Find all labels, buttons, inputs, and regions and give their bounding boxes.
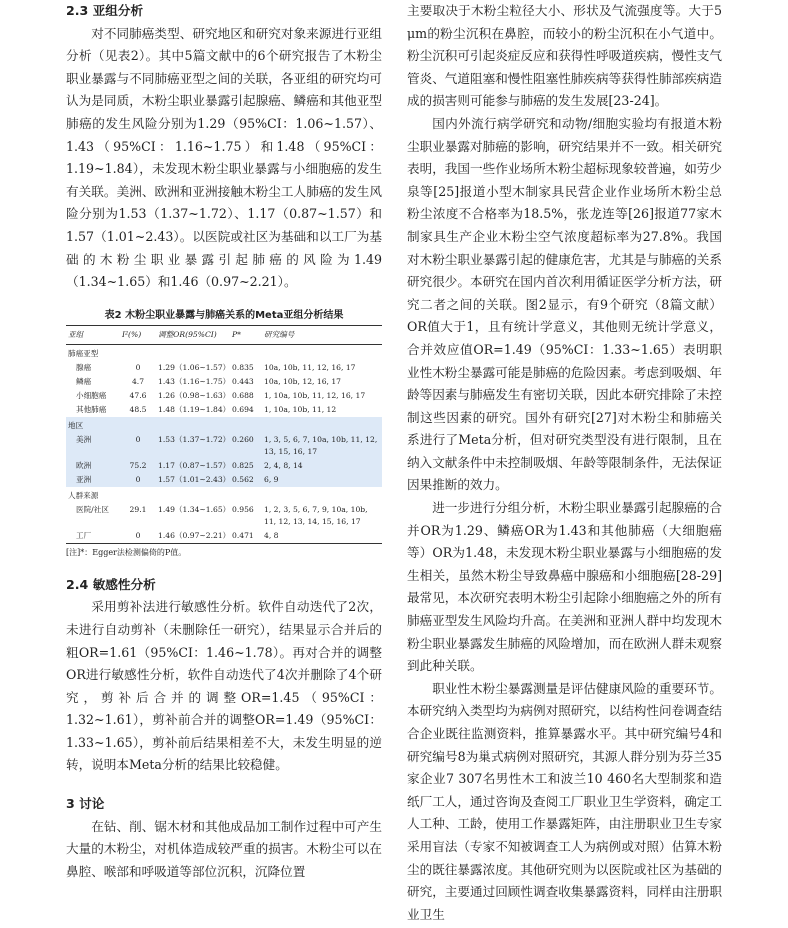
col-header: I²(%)	[120, 325, 156, 344]
paragraph: 对不同肺癌类型、研究地区和研究对象来源进行亚组分析（见表2）。其中5篇文献中的6个研究报告了木粉尘职业暴露与不同肺癌亚型之间的关联，各亚组的研究均可认为是同质，木粉尘职业暴露引起腺癌、鳞癌和其他亚型肺癌的发生风险分别为1.29（95%CI：1.06~1.57）、1.43（95%CI：1.16~1.75）和1.48（95%CI：1.19~1.84），未发现木粉尘职业暴露与小细胞癌的发生有关联。美洲、欧洲和亚洲接触木粉尘工人肺癌的发生风险分别为1.53（1.37~1.72）、1.17（0.87~1.57）和1.57（1.01~2.43）。以医院或社区为基础和以工厂为基础的木粉尘职业暴露引起肺癌的风险为1.49（1.34~1.65）和1.46（0.97~2.21）。	[66, 25, 382, 290]
table-cell: 47.6	[129, 390, 147, 400]
left-column	[66, 0, 382, 883]
table-cell: 1.43（1.16~1.75）	[158, 376, 231, 386]
table-cell: 6, 9	[262, 473, 382, 487]
table-cell: 1, 2, 3, 5, 6, 7, 9, 10a, 10b, 11, 12, 13, 14, 15, 16, 17	[264, 504, 368, 526]
table-cell: 1.46（0.97~2.21）	[156, 529, 230, 544]
table-cell: 0.260	[230, 433, 262, 459]
table-cell: 欧洲	[66, 459, 120, 473]
right-column	[407, 0, 722, 926]
table-row	[66, 361, 382, 375]
paragraph: 职业性木粉尘暴露测量是评估健康风险的重要环节。本研究纳入类型均为病例对照研究，以结构性问卷调查结合企业既往监测资料，推算暴露水平。其中研究编号4和研究编号8为巢式病例对照研究，其源人群分别为芬兰35家企业7 307名男性木工和波兰10 460名大型制浆和造纸厂工人，通过咨询及查阅工厂职业卫生学资料，确定工人工种、工龄，使用工作暴露矩阵，由注册职业卫生专家采用盲法（专家不知被调查工人为病例或对照）估算木粉尘的既往暴露浓度。其他研究则为以医院或社区为基础的研究，主要通过回顾性调查收集暴露资料，同样由注册职业卫生	[407, 680, 722, 922]
table-cell: 0	[120, 433, 156, 459]
table-cell: 0.443	[232, 376, 254, 386]
table-group-row	[66, 417, 382, 433]
table-cell: 75.2	[120, 459, 156, 473]
table-cell: 29.1	[129, 504, 147, 514]
section-2-3-heading: 2.3 亚组分析	[66, 3, 144, 18]
table-cell: 0.694	[232, 404, 254, 414]
table-cell: 腺癌	[76, 362, 92, 372]
table-cell: 医院/社区	[76, 504, 109, 514]
table-cell: 0.835	[232, 362, 254, 372]
table-row	[66, 459, 382, 473]
table-group-row	[66, 487, 382, 503]
table-cell: 1.29（1.06~1.57）	[158, 362, 231, 372]
table-cell: 1, 10a, 10b, 11, 12, 16, 17	[264, 390, 366, 400]
table-cell: 0	[135, 362, 141, 372]
table-cell: 0.956	[232, 504, 254, 514]
table-cell: 1, 3, 5, 6, 7, 10a, 10b, 11, 12, 13, 15, 16, 17	[262, 433, 382, 459]
group-label: 地区	[66, 417, 382, 433]
col-header: P*	[230, 325, 262, 344]
paragraph: 进一步进行分组分析，木粉尘职业暴露引起腺癌的合并OR为1.29、鳞癌OR为1.43和其他肺癌（大细胞癌等）OR为1.48，未发现木粉尘职业暴露与小细胞癌的发生相关，虽然木粉尘导致鼻癌中腺癌和小细胞癌[28-29]最常见，本次研究表明木粉尘引起除小细胞癌之外的所有肺癌亚型发生风险均升高。在美洲和亚洲人群中均发现木粉尘职业暴露发生肺癌的风险增加，而在欧洲人群未观察到此种关联。	[407, 500, 722, 674]
group-label: 肺癌亚型	[68, 348, 99, 358]
table-cell: 1.48（1.19~1.84）	[158, 404, 231, 414]
group-label: 人群来源	[68, 490, 99, 500]
table-cell: 1.17（0.87~1.57）	[156, 459, 230, 473]
subgroup-table	[66, 325, 382, 544]
table-cell: 0	[120, 529, 156, 544]
table-cell: 4, 8	[262, 529, 382, 544]
table-cell: 2, 4, 8, 14	[262, 459, 382, 473]
table-cell: 0.688	[232, 390, 254, 400]
table-cell: 1, 10a, 10b, 11, 12	[264, 404, 337, 414]
section-3-heading: 3 讨论	[66, 796, 105, 812]
table-row	[66, 389, 382, 403]
table-row	[66, 375, 382, 389]
col-header: 亚组	[66, 325, 120, 344]
table-cell: 亚洲	[66, 473, 120, 487]
table-cell: 工厂	[66, 529, 120, 544]
table-cell: 0.562	[230, 473, 262, 487]
table-row	[66, 529, 382, 544]
table-cell: 0.471	[230, 529, 262, 544]
table-cell: 小细胞癌	[76, 390, 107, 400]
paragraph: 主要取决于木粉尘粒径大小、形状及气流强度等。大于5 μm的粉尘沉积在鼻腔，而较小的粉尘沉积在小气道中。粉尘沉积可引起炎症反应和获得性呼吸道疾病，慢性支气管炎、气道阻塞和慢性阻塞性肺疾病等获得性肺部疾病造成的损害则可能参与肺癌的发生发展[23-24]。	[407, 3, 722, 109]
col-header: 研究编号	[262, 325, 382, 344]
table-cell: 0.825	[230, 459, 262, 473]
table-cell: 1.53（1.37~1.72）	[156, 433, 230, 459]
table-row	[66, 503, 382, 529]
section-2-4-heading: 2.4 敏感性分析	[66, 576, 156, 592]
paragraph: 国内外流行病学研究和动物/细胞实验均有报道木粉尘职业暴露对肺癌的影响，研究结果并不一致。相关研究表明，我国一些作业场所木粉尘超标现象较普遍，如劳少泉等[25]报道小型木制家具民营企业作业场所木粉尘总粉尘浓度不合格率为18.5%，张龙连等[26]报道77家木制家具生产企业木粉尘空气浓度超标率为27.8%。我国对木粉尘职业暴露引起的健康危害，尤其是与肺癌的关系研究很少。本研究在国内首次利用循证医学分析方法，研究二者之间的关联。图2显示，有9个研究（8篇文献）OR值大于1，且有统计学意义，其他则无统计学意义，合并效应值OR=1.49（95%CI：1.33~1.65）表明职业性木粉尘暴露可能是肺癌的危险因素。考虑到吸烟、年龄等因素与肺癌发生有密切关联，因此本研究排除了未控制这些因素的研究。国外有研究[27]对木粉尘和肺癌关系进行了Meta分析，但对研究类型没有进行限制，且在纳入文献条件中未控制吸烟、年龄等限制条件，无法保证因果推断的效力。	[407, 115, 722, 493]
table-cell: 10a, 10b, 12, 16, 17	[264, 376, 342, 386]
table-title: 表2 木粉尘职业暴露与肺癌关系的Meta亚组分析结果	[104, 309, 344, 321]
table-cell: 48.5	[129, 404, 147, 414]
paragraph: 采用剪补法进行敏感性分析。软件自动迭代了2次，未进行自动剪补（未删除任一研究），结果显示合并后的粗OR=1.61（95%CI：1.46~1.78）。再对合并的调整OR进行敏感性分析，软件自动迭代了4次并删除了4个研究，剪补后合并的调整OR=1.45（95%CI：1.32~1.61），剪补前合并的调整OR=1.49（95%CI：1.33~1.65），剪补前后结果相差不大，未发生明显的逆转，说明本Meta分析的结果比较稳健。	[66, 599, 382, 773]
table-row	[66, 403, 382, 417]
table-row	[66, 473, 382, 487]
table-group-row	[66, 344, 382, 361]
table-cell: 10a, 10b, 11, 12, 16, 17	[264, 362, 356, 372]
table-cell: 美洲	[66, 433, 120, 459]
table-cell: 4.7	[131, 376, 145, 386]
table-note: [注]*：Egger法检测偏倚的P值。	[66, 547, 187, 557]
table-cell: 其他肺癌	[76, 404, 107, 414]
paragraph: 在钻、削、锯木材和其他成品加工制作过程中可产生大量的木粉尘，对机体造成较严重的损害。木粉尘可以在鼻腔、喉部和呼吸道等部位沉积，沉降位置	[66, 818, 382, 879]
table-cell: 1.49（1.34~1.65）	[158, 504, 231, 514]
col-header: 调整OR(95%CI)	[156, 325, 230, 344]
table-row	[66, 433, 382, 459]
table-cell: 1.57（1.01~2.43）	[156, 473, 230, 487]
table-cell: 鳞癌	[76, 376, 92, 386]
table-header-row	[66, 325, 382, 344]
table-cell: 0	[120, 473, 156, 487]
table-cell: 1.26（0.98~1.63）	[158, 390, 231, 400]
